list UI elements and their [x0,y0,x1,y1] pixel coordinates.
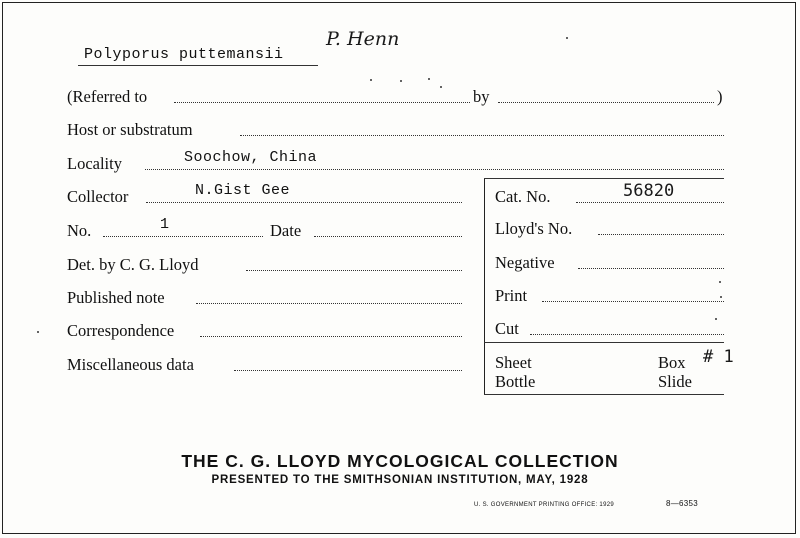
storage-box-top [484,342,724,343]
collector-line [146,202,462,203]
presented-line: PRESENTED TO THE SMITHSONIAN INSTITUTION, MAY, 1928 [211,474,589,486]
right-box-divider [484,178,485,395]
collection-title: THE C. G. LLOYD MYCOLOGICAL COLLECTION [181,451,619,471]
by-label: by [473,87,490,106]
cut-label: Cut [495,319,519,338]
locality-line [145,169,724,170]
no-value: 1 [160,216,170,233]
host-line [240,135,724,136]
print-label: Print [495,286,528,305]
box-value: # 1 [703,347,734,367]
sheet-label: Sheet [495,353,532,372]
species-name: Polyporus puttemansii [84,46,284,63]
by-line [498,102,714,103]
correspondence-label: Correspondence [67,321,175,340]
scan-speck [719,281,721,283]
locality-value: Soochow, China [184,149,318,166]
printing-office-note: U. S. GOVERNMENT PRINTING OFFICE: 1929 [474,502,614,508]
species-annotation: P. Henn [326,28,400,50]
locality-label: Locality [67,154,122,173]
species-underline [78,65,318,66]
scan-speck [440,86,442,88]
lloyds-no-label: Lloyd's No. [495,219,573,238]
det-by-line [246,270,462,271]
scan-speck [715,318,717,320]
det-by-label: Det. by C. G. Lloyd [67,255,199,274]
date-line [314,236,462,237]
cat-no-label: Cat. No. [495,187,551,206]
published-note-line [196,303,462,304]
host-label: Host or substratum [67,120,193,139]
negative-line [578,268,724,269]
scan-speck [566,37,568,39]
print-line [542,301,724,302]
scan-speck [428,78,430,80]
misc-data-label: Miscellaneous data [67,355,194,374]
right-box-bottom [484,394,724,395]
no-line [103,236,263,237]
scan-speck [720,296,722,298]
correspondence-line [200,336,462,337]
scan-speck [400,80,402,82]
bottle-label: Bottle [495,372,536,391]
slide-label: Slide [658,372,692,391]
form-number: 8—6353 [666,499,699,508]
no-label: No. [67,221,92,240]
box-label: Box [658,353,686,372]
date-label: Date [270,221,302,240]
referred-to-label: (Referred to [67,87,148,106]
cat-no-line [576,202,724,203]
collector-value: N.Gist Gee [195,182,291,199]
cut-line [530,334,724,335]
cat-no-value: 56820 [623,181,675,201]
right-box-top [484,178,724,179]
referred-to-line [174,102,470,103]
negative-label: Negative [495,253,555,272]
close-paren: ) [717,87,723,106]
collector-label: Collector [67,187,129,206]
scan-speck [370,79,372,81]
scan-speck [37,331,39,333]
misc-data-line [234,370,462,371]
published-note-label: Published note [67,288,165,307]
lloyds-no-line [598,234,724,235]
